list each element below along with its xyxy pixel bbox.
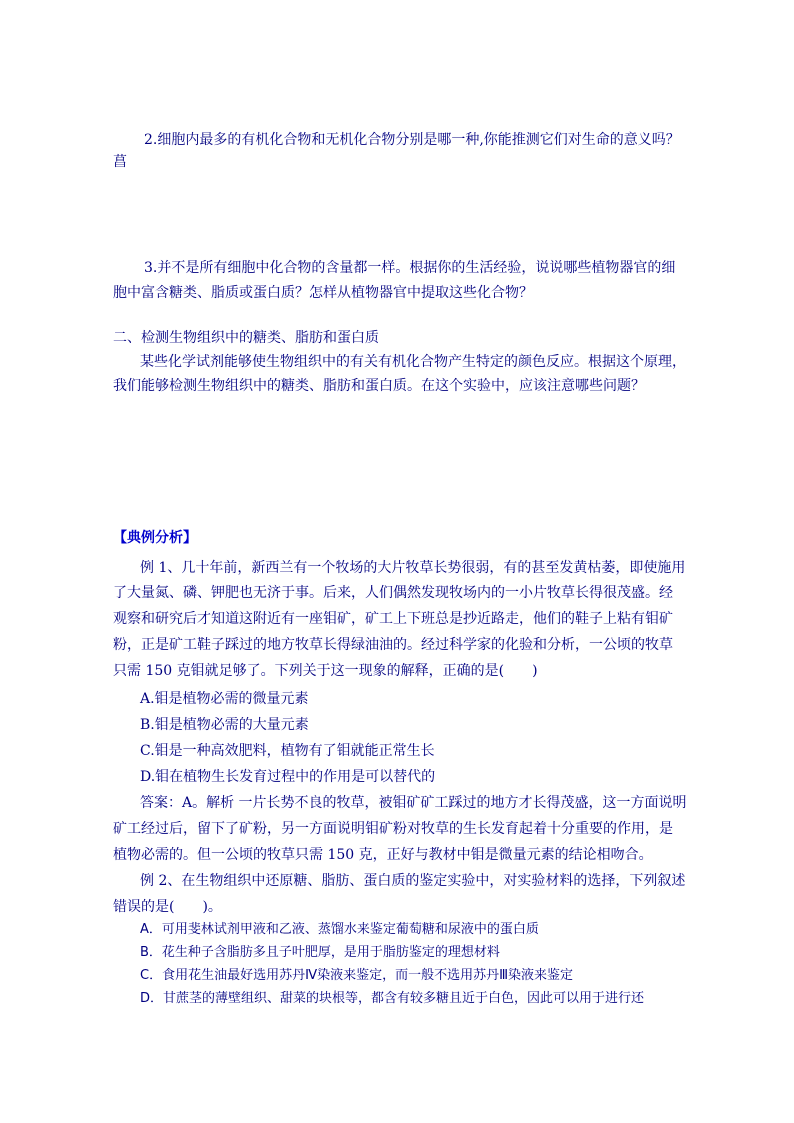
example-1-line-4: 粉，正是矿工鞋子踩过的地方牧草长得绿油油的。经过科学家的化验和分析，一公顷的牧草 [113,637,673,653]
example-1-answer-line-3: 植物必需的。但一公顷的牧草只需 150 克，正好与教材中钼是微量元素的结论相吻合。 [113,847,653,863]
example-1-line-1: 例 1、几十年前，新西兰有一个牧场的大片牧草长势很弱，有的甚至发黄枯萎，即使施用 [140,560,686,576]
example-1-line-2: 了大量氮、磷、钾肥也无济于事。后来，人们偶然发现牧场内的一小片牧草长得很茂盛。经 [113,585,673,601]
example-2-option-d: D．甘蔗茎的薄壁组织、甜菜的块根等，都含有较多糖且近于白色，因此可以用于进行还 [140,991,645,1006]
example-1-option-d: D.钼在植物生长发育过程中的作用是可以替代的 [140,769,436,785]
example-2-line-1: 例 2、在生物组织中还原糖、脂肪、蛋白质的鉴定实验中，对实验材料的选择，下列叙述 [140,873,686,889]
example-1-line-3: 观察和研究后才知道这附近有一座钼矿，矿工上下班总是抄近路走，他们的鞋子上粘有钼矿 [113,611,673,627]
example-1-option-a: A.钼是植物必需的微量元素 [140,691,309,707]
question-3-line-2: 胞中富含糖类、脂质或蛋白质？怎样从植物器官中提取这些化合物？ [113,285,533,301]
example-1-answer-line-2: 矿工经过后，留下了矿粉，另一方面说明钼矿粉对牧草的生长发育起着十分重要的作用，是 [113,821,673,837]
example-2-line-2: 错误的是( )。 [113,899,222,915]
example-1-option-b: B.钼是植物必需的大量元素 [140,717,309,733]
question-3-line-1: 3.并不是所有细胞中化合物的含量都一样。根据你的生活经验，说说哪些植物器官的细 [144,260,676,276]
section-2-line-2: 我们能够检测生物组织中的糖类、脂肪和蛋白质。在这个实验中，应该注意哪些问题？ [113,378,645,394]
analysis-heading: 【典例分析】 [113,530,197,546]
example-1-option-c: C.钼是一种高效肥料，植物有了钼就能正常生长 [140,743,435,759]
section-2-line-1: 某些化学试剂能够使生物组织中的有关有机化合物产生特定的颜色反应。根据这个原理， [140,354,686,370]
example-1-line-5: 只需 150 克钼就足够了。下列关于这一现象的解释，正确的是( ) [113,663,538,679]
example-2-option-b: B．花生种子含脂肪多且子叶肥厚，是用于脂肪鉴定的理想材料 [140,945,500,960]
example-1-answer-line-1: 答案：A。解析 一片长势不良的牧草，被钼矿矿工踩过的地方才长得茂盛，这一方面说明 [140,795,687,811]
example-2-option-c: C．食用花生油最好选用苏丹Ⅳ染液来鉴定，而一般不选用苏丹Ⅲ染液来鉴定 [140,968,574,983]
stray-character: 菖 [113,154,127,170]
section-2-title: 二、检测生物组织中的糖类、脂肪和蛋白质 [113,330,379,346]
question-2-text: 2.细胞内最多的有机化合物和无机化合物分别是哪一种,你能推测它们对生命的意义吗？ [144,132,680,148]
example-2-option-a: A．可用斐林试剂甲液和乙液、蒸馏水来鉴定葡萄糖和尿液中的蛋白质 [140,922,539,937]
